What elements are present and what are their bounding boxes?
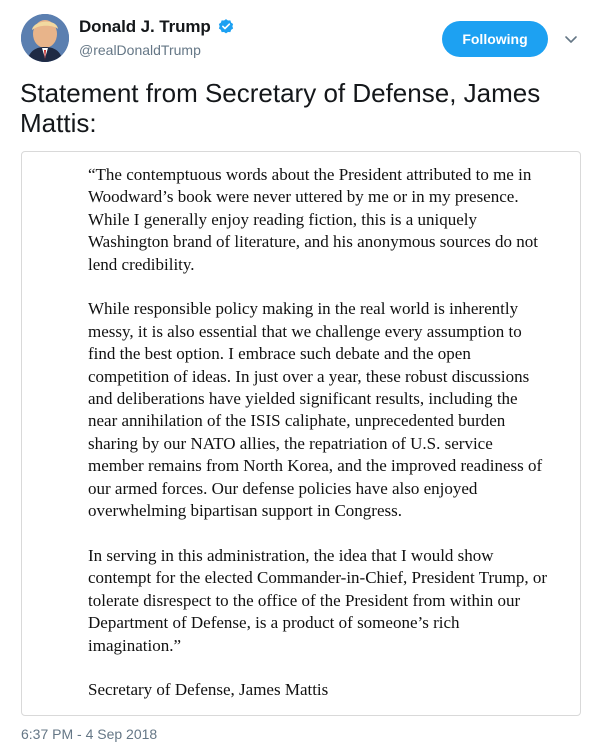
statement-paragraph: While responsible policy making in the real world is inherently messy, it is also essential that we challenge every assumption to find the best option. I embrace such debate and the open competition of ideas. In just over a year, these robust discussions and deliberations have yielded significant results, including the near annihilation of the ISIS caliphate, unprecedented burden sharing by our NATO allies, the repatriation of U.S. service member remains from North Korea, and the improved readiness of our armed forces. Our defense policies have also enjoyed overwhelming bipartisan support in Congress. bbox=[88, 299, 543, 521]
tweet-timestamp[interactable]: 6:37 PM - 4 Sep 2018 bbox=[21, 726, 158, 742]
author-display-name[interactable]: Donald J. Trump bbox=[79, 17, 211, 36]
avatar[interactable] bbox=[21, 14, 69, 62]
statement-body bbox=[88, 164, 548, 702]
following-button[interactable]: Following bbox=[442, 21, 548, 57]
profile-photo-icon bbox=[21, 14, 69, 62]
author-name-row bbox=[79, 17, 235, 37]
statement-paragraph: “The contemptuous words about the President attributed to me in Woodward’s book were never uttered by me or in my presence. While I generally enjoy reading fiction, this is a uniquely Washington brand of literature, and his anonymous sources do not lend credibility. bbox=[88, 165, 538, 274]
statement-signature: Secretary of Defense, James Mattis bbox=[88, 680, 329, 700]
tweet-header bbox=[0, 0, 604, 72]
statement-image[interactable] bbox=[21, 151, 581, 716]
chevron-down-icon[interactable] bbox=[562, 30, 580, 48]
statement-paragraph: In serving in this administration, the idea that I would show contempt for the elected Commander-in-Chief, President Trump, or tolerate disrespect to the office of the President from within our Department of Defense, is a product of someone’s rich imagination.” bbox=[88, 545, 548, 655]
verified-badge-icon bbox=[217, 18, 235, 36]
tweet-text: Statement from Secretary of Defense, James Mattis: bbox=[20, 78, 541, 138]
author-handle[interactable]: @realDonaldTrump bbox=[79, 42, 201, 58]
